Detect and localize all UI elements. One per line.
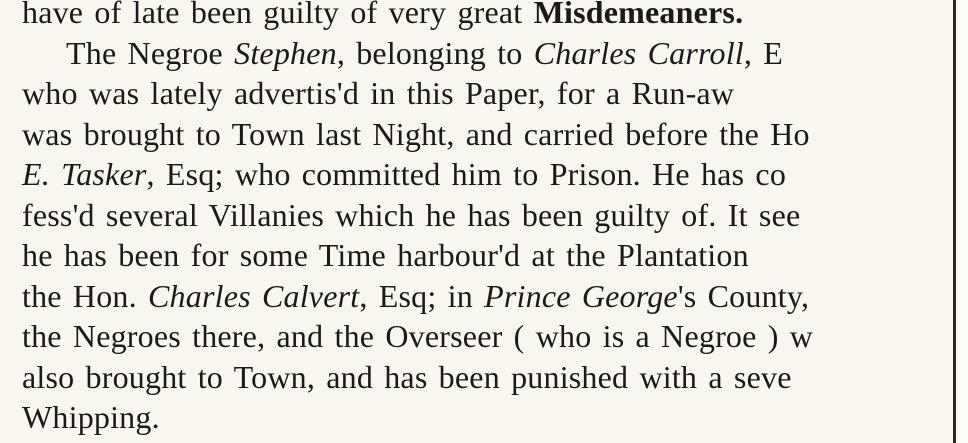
text-segment: , belonging to	[336, 34, 534, 71]
text-segment: fess'd several Villanies which he has been guilty of. It see	[22, 196, 801, 233]
text-segment: Charles Carroll	[533, 34, 744, 71]
page-margin	[956, 0, 968, 443]
text-segment: the Negroes there, and the Overseer ( who is a Negroe ) w	[22, 318, 814, 354]
text-segment: who was lately advertis'd in this Paper, for a Run-aw	[22, 75, 735, 111]
text-segment: E. Tasker	[22, 156, 147, 192]
text-line	[22, 235, 968, 276]
text-segment: The Negroe	[66, 34, 235, 71]
text-segment: Charles Calvert	[148, 277, 360, 314]
text-segment: 's County,	[677, 277, 810, 314]
text-line	[22, 73, 968, 114]
text-segment: Stephen	[234, 34, 337, 71]
text-segment: , Esq; who committed him to Prison. He has co	[146, 156, 787, 192]
text-segment: Misdemeaners.	[533, 0, 744, 30]
text-segment: he has been for some Time harbour'd at the Plantation	[22, 237, 749, 273]
text-segment: Whipping.	[22, 399, 160, 435]
article-text-column	[22, 0, 968, 438]
text-line	[22, 316, 968, 357]
text-segment: , E	[743, 34, 784, 71]
text-segment: Prince George	[484, 277, 678, 314]
text-line	[22, 357, 968, 398]
text-segment: , Esq; in	[359, 277, 485, 314]
text-segment: the Hon.	[22, 277, 149, 314]
text-segment: was brought to Town last Night, and carried before the Ho	[22, 115, 810, 152]
text-line	[22, 114, 968, 155]
text-line	[22, 33, 968, 74]
text-line	[22, 195, 968, 236]
text-segment: have of late been guilty of very great	[22, 0, 534, 30]
text-segment: also brought to Town, and has been punished with a seve	[22, 358, 792, 395]
text-line	[22, 0, 968, 33]
text-line	[22, 276, 968, 317]
text-line	[22, 397, 968, 438]
text-line	[22, 154, 968, 195]
